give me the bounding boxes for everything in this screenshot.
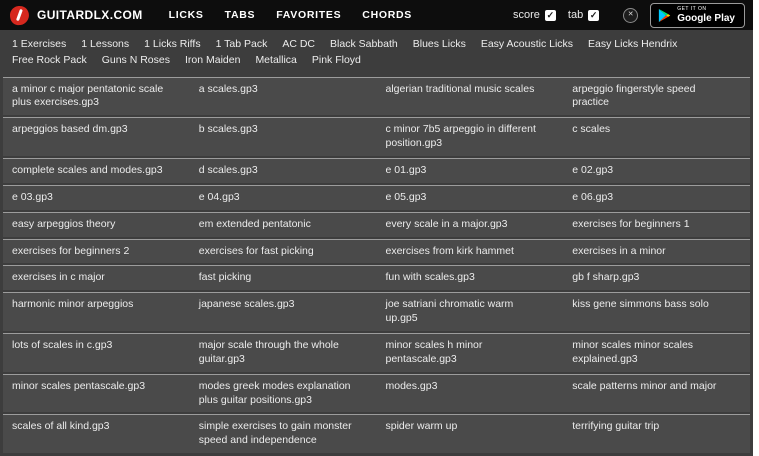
file-row (3, 414, 750, 453)
file-link[interactable]: gb f sharp.gp3 (572, 271, 640, 284)
file-link[interactable]: a minor c major pentatonic scale plus exercises.gp3 (12, 82, 164, 109)
file-link[interactable]: e 04.gp3 (198, 190, 240, 203)
file-link[interactable]: fun with scales.gp3 (385, 271, 475, 284)
file-link[interactable]: d scales.gp3 (198, 163, 258, 176)
main-nav (169, 9, 412, 21)
category-link[interactable]: Pink Floyd (311, 54, 361, 67)
file-row (3, 117, 750, 156)
file-link[interactable]: spider warm up (385, 420, 458, 433)
file-grid (0, 77, 753, 456)
category-link[interactable]: Metallica (255, 54, 297, 67)
display-toggles (513, 9, 611, 21)
category-link[interactable]: Guns N Roses (101, 54, 170, 67)
google-play-text (677, 7, 735, 24)
file-link[interactable]: simple exercises to gain monster speed and independence (198, 420, 352, 447)
file-link[interactable]: minor scales minor scales explained.gp3 (572, 338, 694, 365)
file-link[interactable]: exercises for beginners 2 (12, 244, 130, 257)
file-link[interactable]: harmonic minor arpeggios (12, 298, 134, 311)
nav-item-licks[interactable]: LICKS (168, 9, 204, 21)
file-row (3, 185, 750, 210)
file-row (3, 239, 750, 264)
file-link[interactable]: e 01.gp3 (385, 163, 427, 176)
brand-title[interactable]: GUITARDLX.COM (37, 8, 143, 22)
category-link[interactable]: 1 Exercises (12, 38, 67, 50)
tab-toggle-label: tab (567, 9, 584, 21)
file-link[interactable]: exercises from kirk hammet (385, 244, 514, 257)
google-play-triangle-icon (658, 8, 672, 23)
file-link[interactable]: scale patterns minor and major (572, 379, 717, 392)
guitar-pick-icon (16, 8, 23, 20)
file-row (3, 292, 750, 331)
file-link[interactable]: e 03.gp3 (12, 190, 53, 203)
file-row (3, 374, 750, 413)
file-link[interactable]: japanese scales.gp3 (198, 298, 295, 311)
file-link[interactable]: lots of scales in c.gp3 (12, 338, 113, 351)
file-link[interactable]: modes greek modes explanation plus guitar positions.gp3 (198, 379, 351, 406)
file-row (3, 333, 750, 372)
score-checkbox[interactable]: ✓ (546, 9, 555, 20)
file-link[interactable]: em extended pentatonic (198, 217, 311, 230)
file-link[interactable]: complete scales and modes.gp3 (12, 163, 163, 176)
file-link[interactable]: easy arpeggios theory (12, 217, 116, 230)
file-link[interactable]: terrifying guitar trip (572, 420, 660, 433)
file-link[interactable]: kiss gene simmons bass solo (572, 298, 709, 311)
category-bar (0, 30, 753, 77)
file-link[interactable]: arpeggios based dm.gp3 (12, 123, 128, 136)
file-link[interactable]: major scale through the whole guitar.gp3 (198, 338, 339, 365)
file-row (3, 158, 750, 183)
file-link[interactable]: joe satriani chromatic warm up.gp5 (385, 298, 514, 325)
file-link[interactable]: b scales.gp3 (198, 123, 258, 136)
file-link[interactable]: scales of all kind.gp3 (12, 420, 110, 433)
top-bar (0, 0, 753, 30)
score-toggle-label: score (513, 9, 540, 21)
file-link[interactable]: c scales (572, 123, 611, 136)
category-link[interactable]: Iron Maiden (184, 54, 241, 67)
file-link[interactable]: minor scales h minor pentascale.gp3 (385, 338, 483, 365)
file-row (3, 212, 750, 237)
category-link[interactable]: Easy Acoustic Licks (480, 38, 574, 50)
google-play-line2: Google Play (677, 12, 735, 24)
file-link[interactable]: minor scales pentascale.gp3 (12, 379, 146, 392)
file-link[interactable]: exercises in a minor (572, 244, 666, 257)
category-link[interactable]: AC DC (282, 38, 316, 50)
file-row (3, 77, 750, 116)
file-link[interactable]: fast picking (198, 271, 252, 284)
nav-item-favorites[interactable]: FAVORITES (276, 9, 342, 21)
google-play-badge[interactable] (650, 3, 745, 28)
nav-item-tabs[interactable]: TABS (224, 9, 256, 21)
file-link[interactable]: modes.gp3 (385, 379, 438, 392)
file-link[interactable]: exercises in c major (12, 271, 105, 284)
category-link[interactable]: Free Rock Pack (12, 54, 87, 67)
file-link[interactable]: every scale in a major.gp3 (385, 217, 508, 230)
site-logo[interactable] (9, 4, 30, 25)
google-play-line1: GET IT ON (677, 5, 707, 12)
x-circle-icon[interactable]: ✕ (623, 8, 638, 23)
category-link[interactable]: 1 Licks Riffs (144, 38, 201, 50)
file-link[interactable]: e 06.gp3 (572, 190, 614, 203)
category-link[interactable]: Black Sabbath (330, 38, 398, 50)
file-link[interactable]: e 02.gp3 (572, 163, 614, 176)
file-link[interactable]: e 05.gp3 (385, 190, 427, 203)
file-row (3, 265, 750, 290)
category-link[interactable]: Blues Licks (412, 38, 466, 50)
tab-checkbox[interactable]: ✓ (589, 9, 598, 20)
file-link[interactable]: exercises for beginners 1 (572, 217, 690, 230)
nav-item-chords[interactable]: CHORDS (362, 9, 412, 21)
file-link[interactable]: c minor 7b5 arpeggio in different position.gp3 (385, 123, 536, 150)
category-link[interactable]: 1 Lessons (81, 38, 130, 50)
file-link[interactable]: a scales.gp3 (198, 82, 258, 95)
file-link[interactable]: exercises for fast picking (198, 244, 314, 257)
category-link[interactable]: 1 Tab Pack (215, 38, 268, 50)
category-link[interactable]: Easy Licks Hendrix (588, 38, 678, 50)
file-link[interactable]: algerian traditional music scales (385, 82, 535, 95)
file-link[interactable]: arpeggio fingerstyle speed practice (572, 82, 696, 109)
